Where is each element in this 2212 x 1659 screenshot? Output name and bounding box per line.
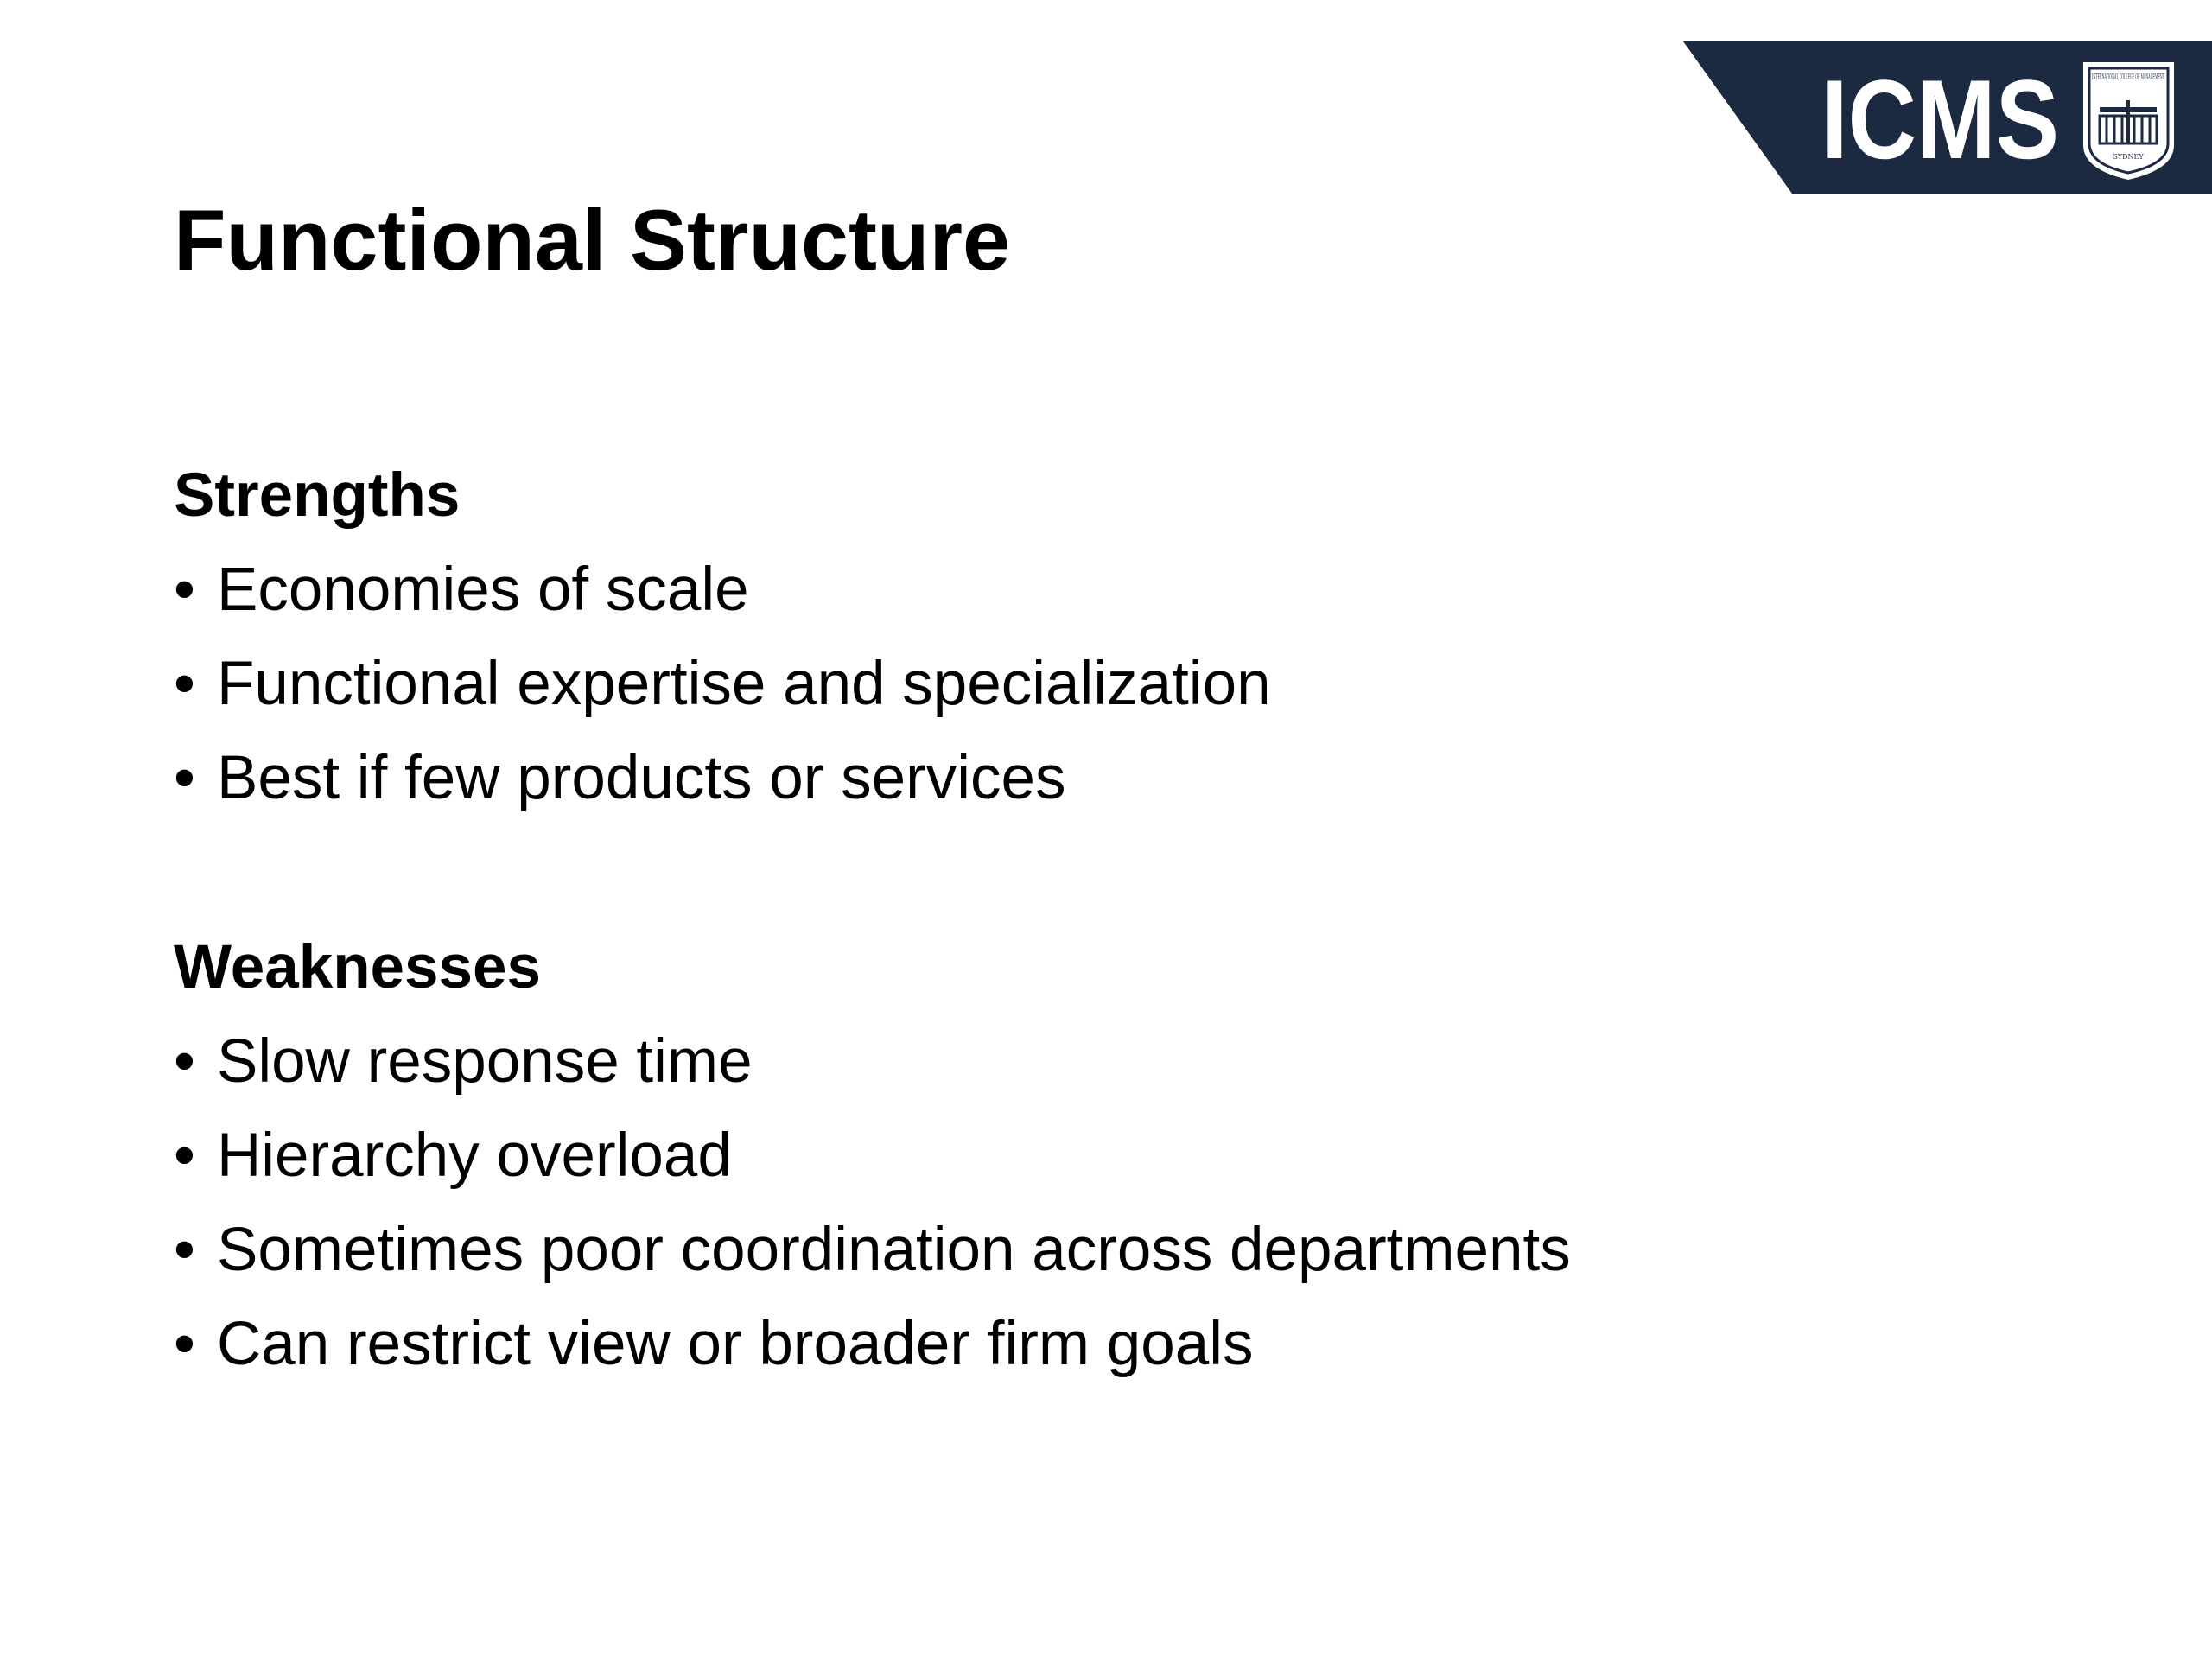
list-item-text: Sometimes poor coordination across departments: [217, 1216, 1571, 1284]
weaknesses-heading: Weaknesses: [174, 933, 541, 1001]
bullet-icon: •: [174, 1216, 195, 1284]
bullet-icon: •: [174, 1310, 195, 1378]
list-item: [174, 650, 1271, 747]
list-item: [174, 1027, 1571, 1125]
logo-wordmark: ICMS: [1821, 56, 2059, 182]
strengths-section: [174, 461, 1271, 842]
icms-logo: [1683, 41, 2212, 194]
list-item: [174, 556, 1271, 653]
list-item: [174, 1216, 1571, 1313]
crest-caption: INTERNATIONAL COLLEGE OF MANAGEMENT: [2092, 73, 2164, 82]
list-item-text: Best if few products or services: [217, 744, 1066, 812]
weaknesses-section: [174, 933, 1571, 1408]
bullet-icon: •: [174, 1027, 195, 1096]
bullet-icon: •: [174, 744, 195, 812]
list-item-text: Hierarchy overload: [217, 1122, 732, 1190]
list-item-text: Functional expertise and specialization: [217, 650, 1271, 718]
strengths-heading: Strengths: [174, 461, 461, 530]
crest-location: SYDNEY: [2113, 153, 2144, 161]
strengths-list: [174, 556, 1271, 842]
crest-icon: [2083, 62, 2174, 180]
list-item-text: Can restrict view or broader firm goals: [217, 1310, 1254, 1378]
bullet-icon: •: [174, 1122, 195, 1190]
weaknesses-list: [174, 1027, 1571, 1408]
bullet-icon: •: [174, 556, 195, 624]
page-title: Functional Structure: [174, 192, 1011, 288]
list-item-text: Slow response time: [217, 1027, 753, 1096]
list-item: [174, 1310, 1571, 1408]
list-item: [174, 1122, 1571, 1219]
list-item-text: Economies of scale: [217, 556, 749, 624]
bullet-icon: •: [174, 650, 195, 718]
list-item: [174, 744, 1271, 842]
